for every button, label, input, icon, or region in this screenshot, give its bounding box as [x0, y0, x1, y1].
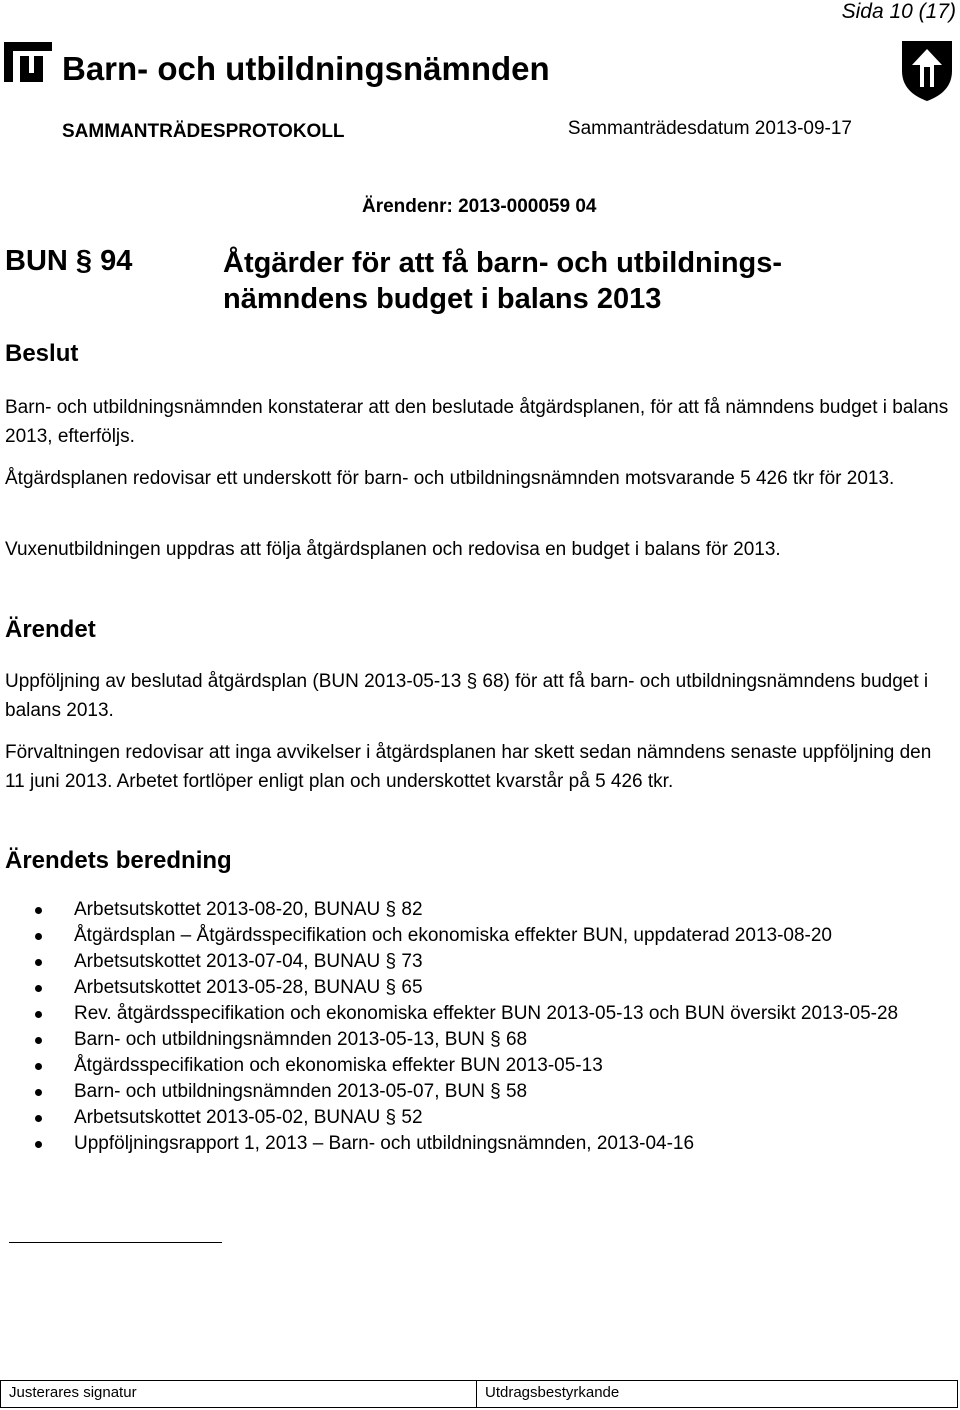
footer-table — [0, 1380, 958, 1408]
bullet-icon — [35, 1011, 42, 1018]
footer-cell-certification: Utdragsbestyrkande — [485, 1384, 620, 1401]
paragraph-code: BUN § 94 — [5, 245, 133, 277]
protocol-label: SAMMANTRÄDESPROTOKOLL — [62, 121, 345, 142]
list-item: Barn- och utbildningsnämnden 2013-05-07, BUN § 58 — [0, 1079, 950, 1105]
organization-name: Barn- och utbildningsnämnden — [62, 50, 550, 87]
section-heading-beredning: Ärendets beredning — [5, 847, 232, 874]
list-item: Åtgärdsplan – Åtgärdsspecifikation och ekonomiska effekter BUN, uppdaterad 2013-08-20 — [0, 923, 950, 949]
list-item: Arbetsutskottet 2013-05-28, BUNAU § 65 — [0, 975, 950, 1001]
paragraph: Barn- och utbildningsnämnden konstaterar att den beslutade åtgärdsplanen, för att få nämndens budget i balans 2013, efterföljs. — [5, 397, 949, 447]
coat-of-arms-icon — [898, 37, 956, 103]
paragraph: Uppföljning av beslutad åtgärdsplan (BUN 2013-05-13 § 68) för att få barn- och utbildningsnämndens budget i balans 2013. — [5, 671, 929, 721]
footer-cell-signature: Justerares signatur — [1, 1381, 477, 1407]
list-item: Arbetsutskottet 2013-05-02, BUNAU § 52 — [0, 1105, 950, 1131]
list-item: Åtgärdsspecifikation och ekonomiska effekter BUN 2013-05-13 — [0, 1053, 950, 1079]
list-item: Rev. åtgärdsspecifikation och ekonomiska effekter BUN 2013-05-13 och BUN översikt 2013-05-28 — [0, 1001, 950, 1027]
municipality-logo-icon — [4, 42, 52, 82]
page-number: Sida 10 (17) — [841, 0, 956, 23]
bullet-icon — [35, 985, 42, 992]
meeting-date: Sammanträdesdatum 2013-09-17 — [567, 118, 852, 139]
paragraph: Vuxenutbildningen uppdras att följa åtgärdsplanen och redovisa en budget i balans för 2013. — [5, 539, 781, 560]
bullet-icon — [35, 907, 42, 914]
list-item: Uppföljningsrapport 1, 2013 – Barn- och utbildningsnämnden, 2013-04-16 — [0, 1131, 950, 1157]
bullet-icon — [35, 1089, 42, 1096]
bullet-icon — [35, 1141, 42, 1148]
list-item: Arbetsutskottet 2013-08-20, BUNAU § 82 — [0, 897, 950, 923]
preparation-list — [0, 897, 950, 1157]
list-item: Arbetsutskottet 2013-07-04, BUNAU § 73 — [0, 949, 950, 975]
case-title-line: Åtgärder för att få barn- och utbildnings- — [223, 247, 783, 279]
paragraph: Åtgärdsplanen redovisar ett underskott för barn- och utbildningsnämnden motsvarande 5 426 tkr för 2013. — [5, 468, 895, 489]
bullet-icon — [35, 1037, 42, 1044]
bullet-icon — [35, 933, 42, 940]
section-heading-beslut: Beslut — [5, 340, 79, 367]
case-title — [223, 245, 923, 317]
bullet-icon — [35, 1115, 42, 1122]
signature-line — [9, 1242, 222, 1243]
bullet-icon — [35, 1063, 42, 1070]
section-heading-arendet: Ärendet — [5, 616, 96, 643]
bullet-icon — [35, 959, 42, 966]
case-number: Ärendenr: 2013-000059 04 — [362, 196, 597, 217]
case-title-line: nämndens budget i balans 2013 — [223, 283, 662, 315]
list-item: Barn- och utbildningsnämnden 2013-05-13, BUN § 68 — [0, 1027, 950, 1053]
paragraph: Förvaltningen redovisar att inga avvikelser i åtgärdsplanen har skett sedan nämndens senaste uppföljning den 11 juni 2013. Arbetet fortlöper enligt plan och underskottet kvarstår på 5 426 tkr. — [5, 742, 932, 792]
